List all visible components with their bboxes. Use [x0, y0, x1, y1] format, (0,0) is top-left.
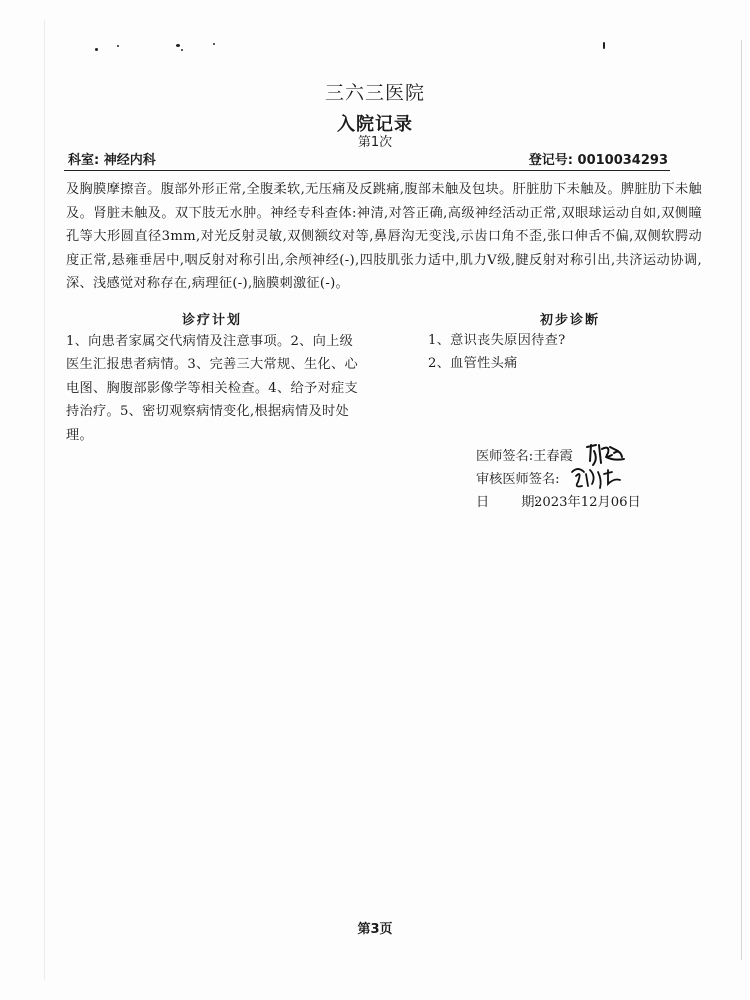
diagnosis-list — [428, 330, 565, 376]
scan-speck — [603, 42, 605, 49]
reviewer-signature-label: 审核医师签名: — [476, 472, 560, 487]
header-divider — [64, 170, 670, 171]
scan-speck — [213, 43, 215, 45]
registration-label: 登记号: — [528, 153, 573, 168]
page-number: 第3页 — [357, 922, 393, 937]
meta-row — [68, 149, 668, 169]
reviewer-handwritten-signature — [568, 462, 630, 492]
doctor-printed-name: 王春霞 — [533, 449, 573, 464]
record-title: 入院记录 — [337, 114, 413, 135]
scan-edge-left — [44, 20, 45, 980]
doctor-signature-label: 医师签名: — [476, 449, 534, 464]
physical-exam-text: 及胸膜摩擦音。腹部外形正常,全腹柔软,无压痛及反跳痛,腹部未触及包块。肝脏肋下未触及。脾脏肋下未触及。肾脏未触及。双下肢无水肿。神经专科查体:神清,对答正确,高级神经活动正常,双眼球运动自如,双侧瞳孔等大形圆直径3mm,对光反射灵敏,双侧额纹对等,鼻唇沟无变浅,示齿口角不歪,张口伸舌不偏,双侧软腭动度正常,悬雍垂居中,咽反射对称引出,余颅神经(-),四肢肌张力适中,肌力V级,腱反射对称引出,共济运动协调,深、浅感觉对称存在,病理征(-),脑膜刺激征(-)。 — [66, 182, 702, 292]
treatment-plan-text: 1、向患者家属交代病情及注意事项。2、向上级医生汇报患者病情。3、完善三大常规、生化、心电图、胸腹部影像学等相关检查。4、给予对症支持治疗。5、密切观察病情变化,根据病情及时处理。 — [66, 334, 358, 443]
diagnosis-item: 1、意识丧失原因待查? — [428, 333, 566, 348]
scan-speck — [181, 49, 183, 51]
department — [68, 149, 156, 168]
diagnosis-item: 2、血管性头痛 — [428, 355, 518, 371]
scan-speck — [95, 48, 98, 51]
signature-block — [476, 445, 726, 514]
scan-speck — [176, 44, 180, 47]
registration-value: 0010034293 — [577, 153, 668, 168]
date-label: 日 期: — [476, 495, 539, 510]
date-value: 2023年12月06日 — [534, 495, 641, 510]
plan-heading: 诊疗计划 — [182, 313, 243, 328]
scan-edge-right — [741, 40, 742, 960]
department-label: 科室: — [68, 153, 100, 168]
reviewer-signature-line — [476, 468, 726, 491]
registration-number — [529, 149, 668, 168]
date-line — [476, 491, 726, 514]
diagnosis-heading: 初步诊断 — [540, 313, 601, 328]
department-value: 神经内科 — [103, 153, 156, 168]
record-times: 第1次 — [357, 135, 393, 150]
scan-speck — [117, 45, 119, 47]
hospital-name: 三六三医院 — [324, 82, 425, 104]
